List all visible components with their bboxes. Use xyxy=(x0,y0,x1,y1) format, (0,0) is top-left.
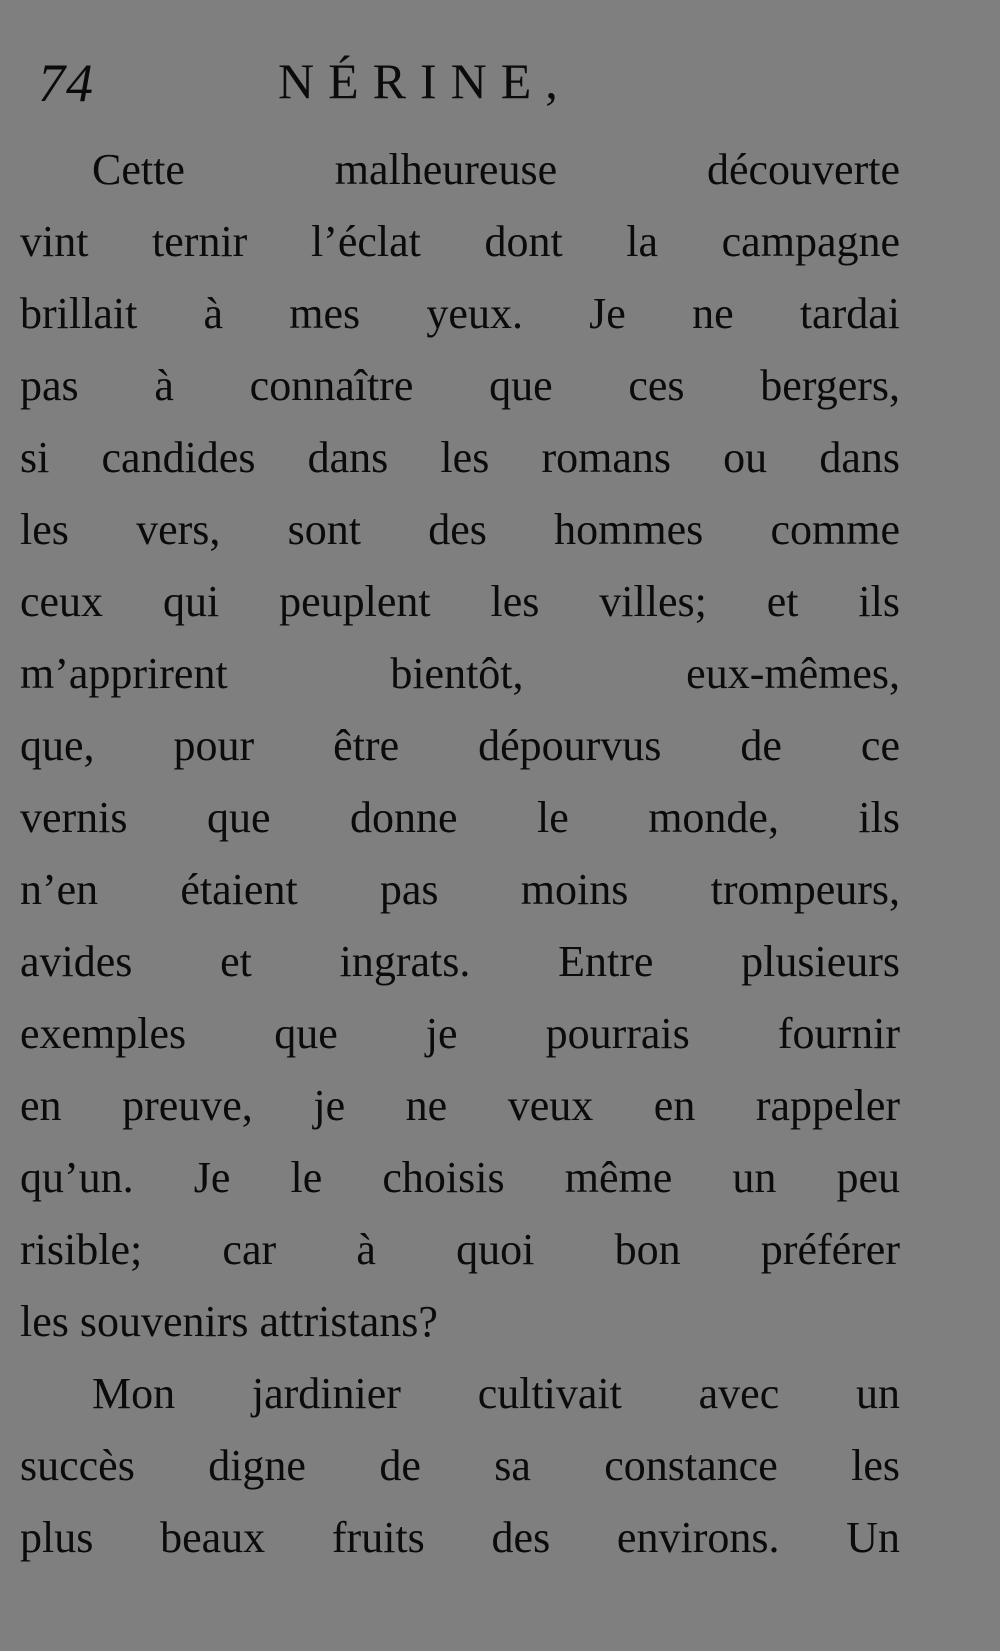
text-line: avides et ingrats. Entre plusieurs xyxy=(20,937,900,986)
text-line: les souvenirs attristans? xyxy=(20,1297,438,1346)
paragraph xyxy=(20,134,900,1358)
text-line: que, pour être dépourvus de ce xyxy=(20,721,900,770)
text-line: Cette malheureuse découverte xyxy=(92,145,900,194)
running-title: NÉRINE, xyxy=(278,53,572,109)
text-line: qu’un. Je le choisis même un peu xyxy=(20,1153,900,1202)
body-text xyxy=(20,134,900,1574)
text-line: vint ternir l’éclat dont la campagne xyxy=(20,217,900,266)
text-line: si candides dans les romans ou dans xyxy=(20,433,900,482)
text-line: exemples que je pourrais fournir xyxy=(20,1009,900,1058)
text-line: n’en étaient pas moins trompeurs, xyxy=(20,865,900,914)
text-line: Mon jardinier cultivait avec un xyxy=(92,1369,900,1418)
text-line: plus beaux fruits des environs. Un xyxy=(20,1513,900,1562)
text-line: les vers, sont des hommes comme xyxy=(20,505,900,554)
text-line: m’apprirent bientôt, eux-mêmes, xyxy=(20,649,900,698)
text-line: ceux qui peuplent les villes; et ils xyxy=(20,577,900,626)
text-line: succès digne de sa constance les xyxy=(20,1441,900,1490)
text-line: en preuve, je ne veux en rappeler xyxy=(20,1081,900,1130)
paragraph xyxy=(20,1358,900,1574)
page-header xyxy=(38,52,978,122)
text-line: vernis que donne le monde, ils xyxy=(20,793,900,842)
page-number: 74 xyxy=(38,53,94,113)
text-line: brillait à mes yeux. Je ne tardai xyxy=(20,289,900,338)
text-line: risible; car à quoi bon préférer xyxy=(20,1225,900,1274)
text-line: pas à connaître que ces bergers, xyxy=(20,361,900,410)
